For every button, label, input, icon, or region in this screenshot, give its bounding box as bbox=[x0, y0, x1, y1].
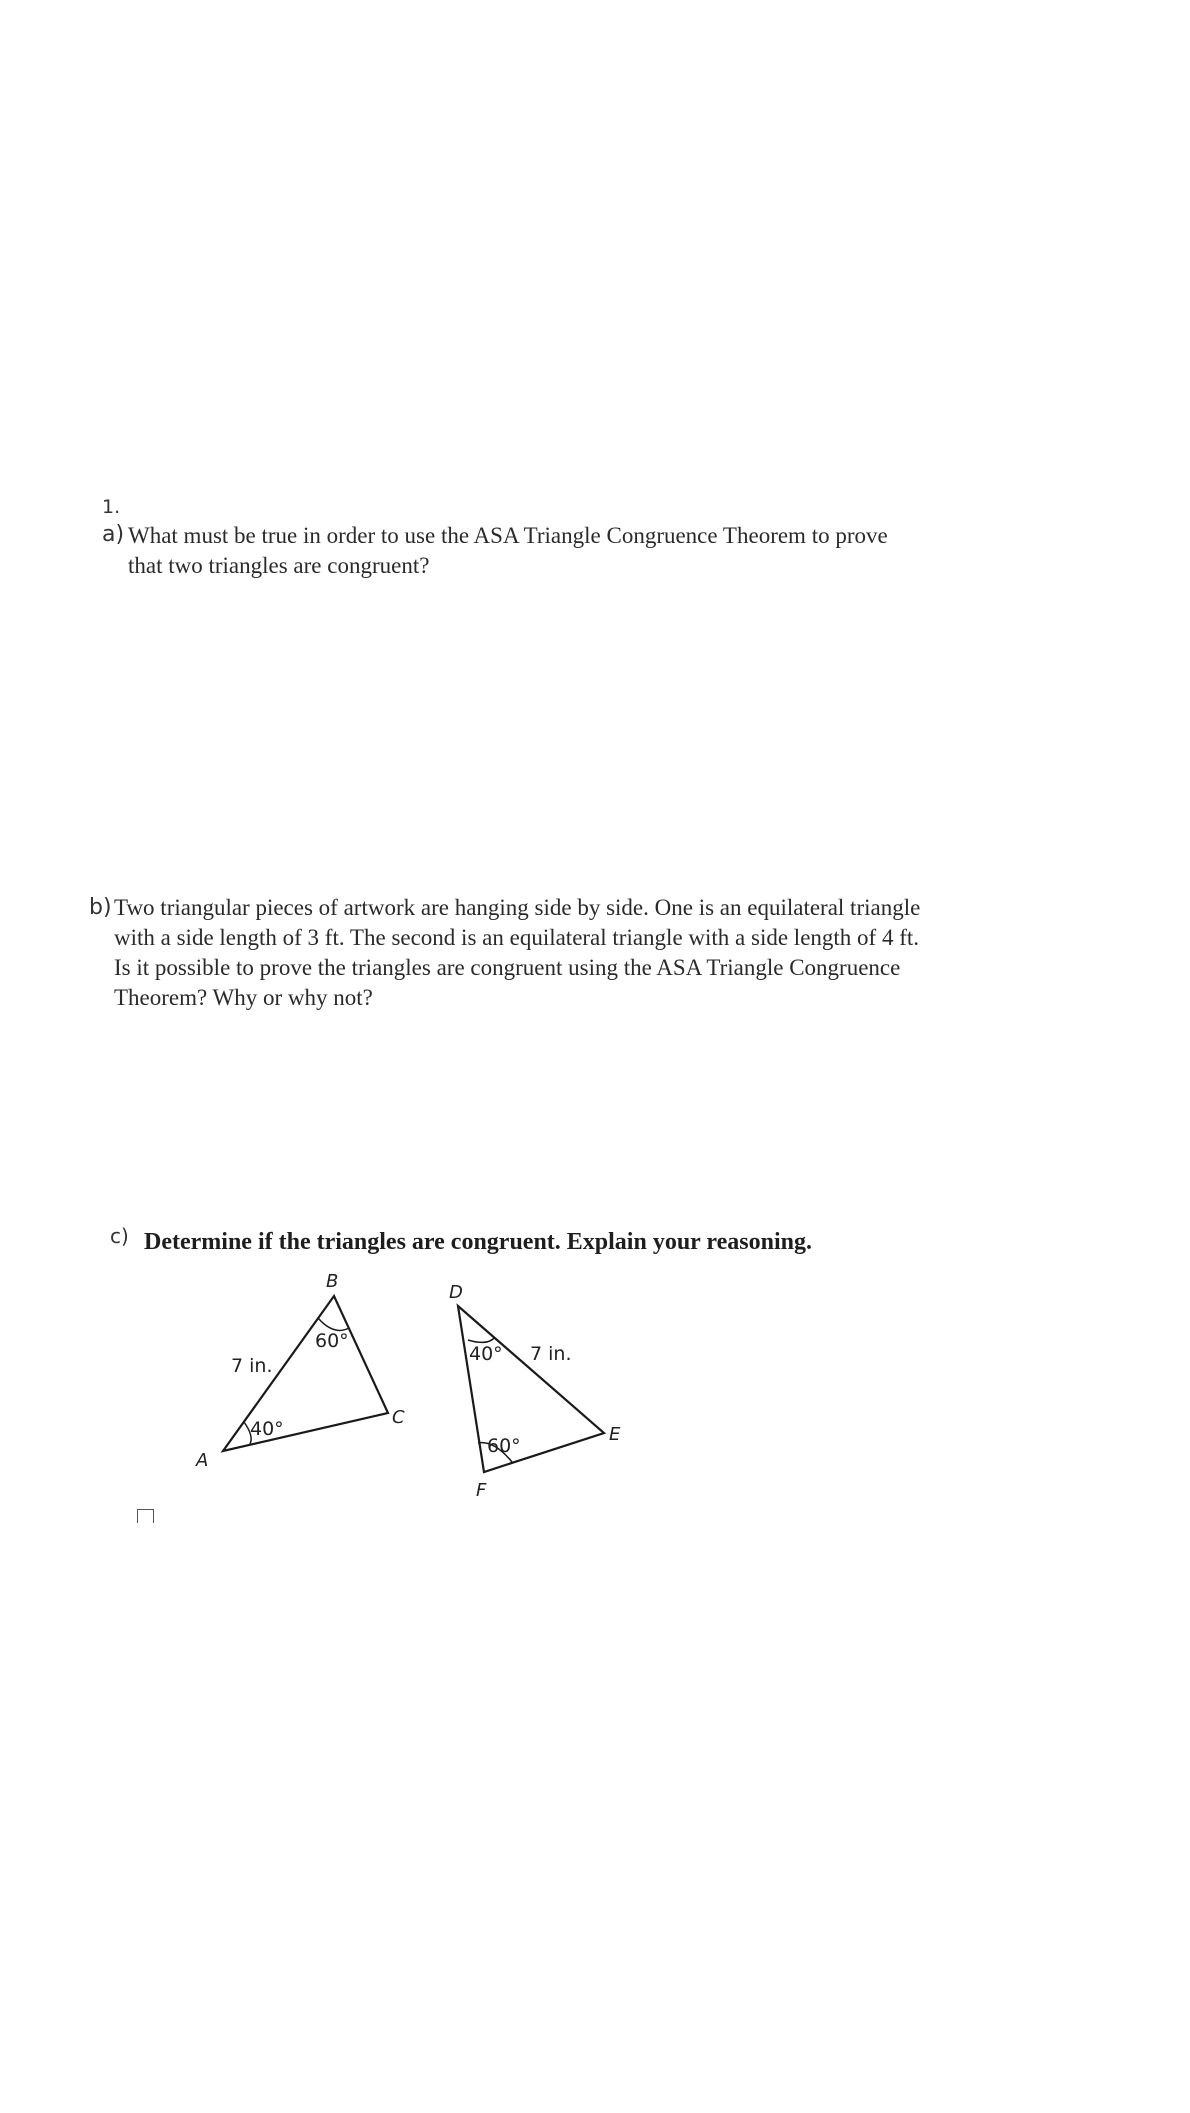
side-label-ab: 7 in. bbox=[231, 1355, 273, 1377]
part-b-line-2: with a side length of 3 ft. The second is an equilateral triangle with a side length of 4 ft. bbox=[114, 925, 919, 950]
question-number: 1. bbox=[102, 496, 121, 518]
angle-label-a: 40° bbox=[250, 1418, 284, 1440]
part-c-label: c) bbox=[110, 1224, 129, 1248]
part-b-line-1: Two triangular pieces of artwork are hanging side by side. One is an equilateral triangle bbox=[114, 895, 921, 920]
angle-label-d: 40° bbox=[469, 1343, 503, 1365]
part-b-line-3: Is it possible to prove the triangles are congruent using the ASA Triangle Congruence bbox=[114, 955, 901, 980]
triangle-def bbox=[458, 1306, 604, 1472]
vertex-label-e: E bbox=[609, 1424, 621, 1445]
vertex-label-c: C bbox=[392, 1407, 405, 1428]
part-b-line-4: Theorem? Why or why not? bbox=[114, 985, 373, 1010]
angle-label-f: 60° bbox=[487, 1435, 521, 1457]
part-a-line-1: What must be true in order to use the ASA Triangle Congruence Theorem to prove bbox=[128, 523, 888, 548]
vertex-label-d: D bbox=[449, 1282, 463, 1303]
vertex-label-f: F bbox=[476, 1480, 487, 1501]
side-label-de: 7 in. bbox=[530, 1343, 572, 1365]
part-a-line-2: that two triangles are congruent? bbox=[128, 553, 430, 578]
angle-label-b: 60° bbox=[315, 1330, 349, 1352]
part-a-label: a) bbox=[102, 522, 125, 547]
part-c-question: Determine if the triangles are congruent. Explain your reasoning. bbox=[144, 1229, 812, 1255]
part-b-label: b) bbox=[89, 895, 112, 920]
vertex-label-a: A bbox=[196, 1450, 209, 1471]
angle-arc-d bbox=[468, 1337, 495, 1342]
answer-box-marker bbox=[137, 1509, 154, 1523]
vertex-label-b: B bbox=[326, 1271, 339, 1292]
